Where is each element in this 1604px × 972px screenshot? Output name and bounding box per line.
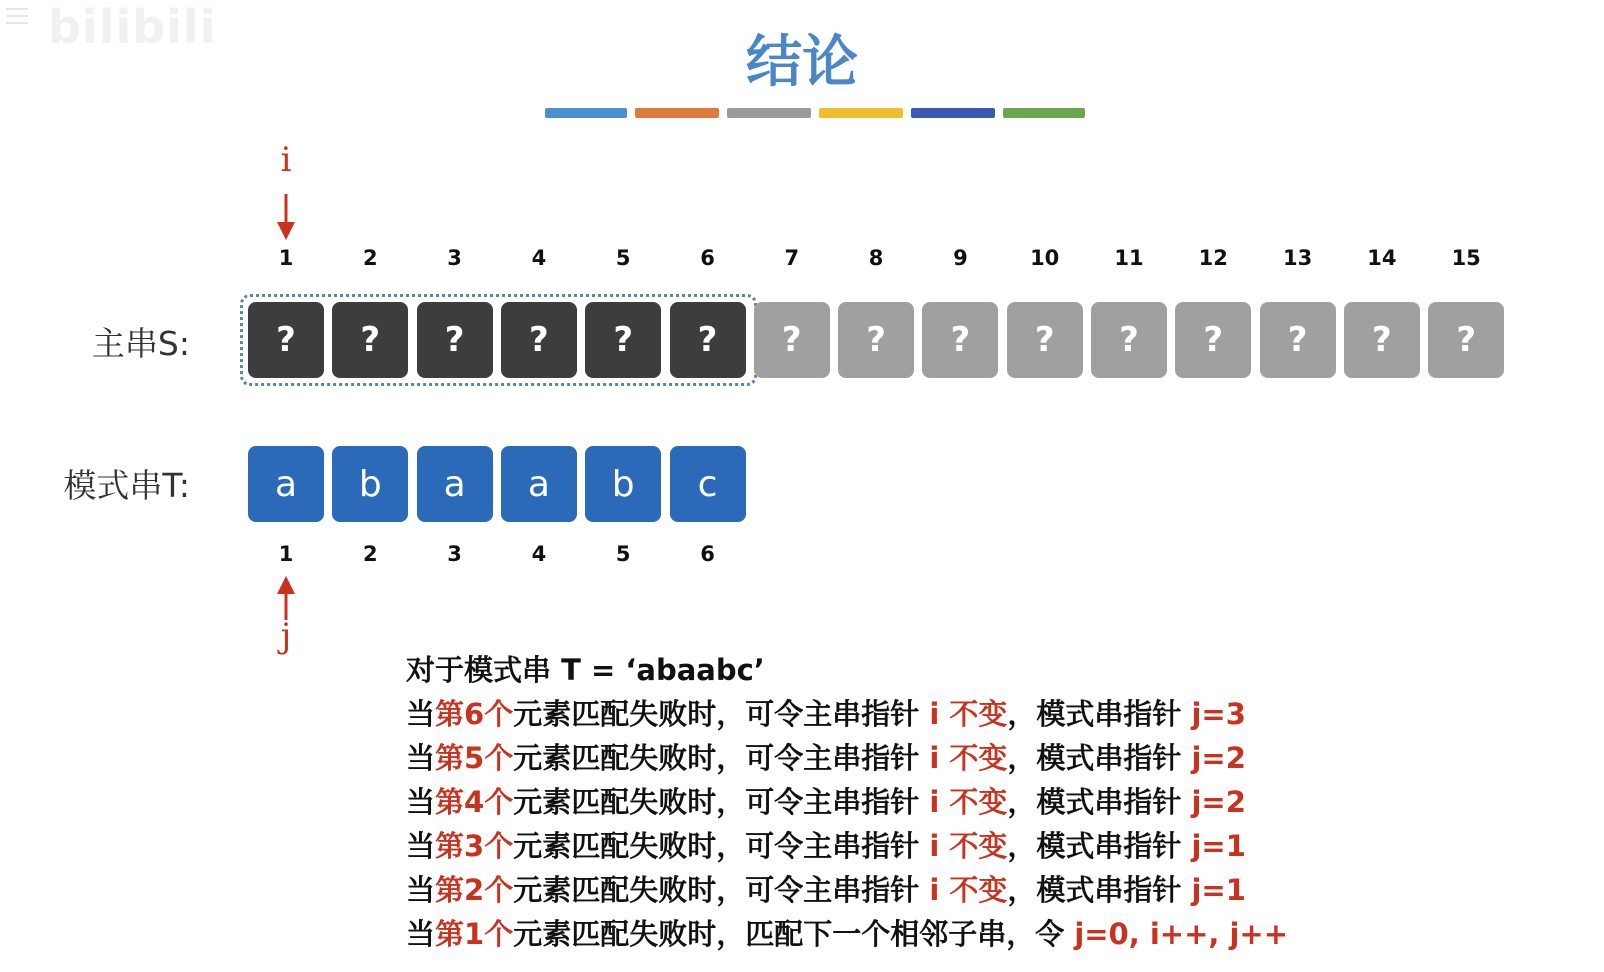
rule-prefix: 当	[406, 741, 436, 775]
main-index: 15	[1451, 246, 1481, 270]
main-index: 4	[531, 246, 547, 270]
main-string-cell: ?	[1091, 302, 1167, 378]
pointer-j-label: j	[280, 616, 292, 656]
pattern-index: 6	[700, 542, 715, 566]
rule-i-note: i 不变	[929, 829, 1008, 863]
rule-result: j=0, i++, j++	[1074, 917, 1289, 951]
main-index: 2	[362, 246, 378, 270]
main-index: 14	[1367, 246, 1397, 270]
rule-prefix: 当	[406, 873, 436, 907]
rule-text: 元素匹配失败时，匹配下一个相邻子串，令	[513, 917, 1075, 951]
rule-i-note: i 不变	[929, 873, 1008, 907]
main-index: 8	[868, 246, 884, 270]
rule-line	[406, 736, 1288, 780]
pattern-index: 2	[362, 542, 378, 566]
color-bar-segment	[819, 108, 903, 118]
main-string-cell: ?	[1260, 302, 1336, 378]
pattern-string-cell: b	[332, 446, 408, 522]
main-string-cell: ?	[332, 302, 408, 378]
pattern-string-cell: a	[417, 446, 493, 522]
rule-i-note: i 不变	[929, 741, 1008, 775]
pattern-string-cell: b	[585, 446, 661, 522]
rule-i-note: i 不变	[929, 785, 1008, 819]
main-index: 13	[1282, 246, 1313, 270]
rule-line-last	[406, 912, 1288, 956]
conclusion-heading: 对于模式串 T = ‘abaabc’	[406, 653, 765, 687]
main-index: 10	[1030, 246, 1060, 270]
main-index: 12	[1198, 246, 1228, 270]
main-string-cell: ?	[417, 302, 493, 378]
color-bar-segment	[727, 108, 811, 118]
pattern-string-cell: a	[501, 446, 577, 522]
rule-prefix: 当	[406, 829, 436, 863]
rule-pos: 第5个	[435, 741, 514, 775]
main-string-cell: ?	[248, 302, 324, 378]
page-title: 结论	[746, 30, 858, 95]
main-index: 11	[1114, 246, 1144, 270]
rule-pos: 第2个	[435, 873, 514, 907]
rule-position: 第1个	[435, 917, 514, 951]
rule-line	[406, 824, 1288, 868]
rule-mid: 元素匹配失败时，可令主串指针	[513, 741, 930, 775]
rule-mid: 元素匹配失败时，可令主串指针	[513, 785, 930, 819]
main-string-label: 主串S:	[91, 324, 190, 363]
rule-mid: 元素匹配失败时，可令主串指针	[513, 829, 930, 863]
rule-pos: 第4个	[435, 785, 514, 819]
rule-line	[406, 780, 1288, 824]
main-index: 9	[953, 246, 968, 270]
color-bar-segment	[635, 108, 719, 118]
arrow-down-icon	[266, 192, 306, 242]
pattern-index: 3	[447, 542, 462, 566]
rule-sep: ，模式串指针	[1007, 697, 1192, 731]
main-string-cell: ?	[501, 302, 577, 378]
main-string-cell: ?	[670, 302, 746, 378]
color-bar-segment	[545, 108, 627, 118]
pattern-index: 4	[531, 542, 547, 566]
rule-prefix: 当	[406, 697, 436, 731]
pattern-string-cell: a	[248, 446, 324, 522]
main-string-cell: ?	[922, 302, 998, 378]
pointer-i-label: i	[280, 140, 292, 180]
rule-pos: 第3个	[435, 829, 514, 863]
main-string-cell: ?	[1344, 302, 1420, 378]
main-index: 3	[447, 246, 462, 270]
pattern-string-label: 模式串T:	[63, 466, 190, 505]
main-string-cell: ?	[754, 302, 830, 378]
main-index: 1	[278, 246, 294, 270]
main-string-cell: ?	[1428, 302, 1504, 378]
rule-prefix: 当	[406, 785, 436, 819]
rule-sep: ，模式串指针	[1007, 785, 1192, 819]
main-string-cell: ?	[585, 302, 661, 378]
color-bar-segment	[911, 108, 995, 118]
pattern-string-cell: c	[670, 446, 746, 522]
rule-mid: 元素匹配失败时，可令主串指针	[513, 697, 930, 731]
main-index: 7	[784, 246, 800, 270]
main-string-cell: ?	[1175, 302, 1251, 378]
main-index: 6	[700, 246, 715, 270]
rule-line	[406, 692, 1288, 736]
main-index: 5	[615, 246, 631, 270]
rule-mid: 元素匹配失败时，可令主串指针	[513, 873, 930, 907]
rule-sep: ，模式串指针	[1007, 741, 1192, 775]
rule-sep: ，模式串指针	[1007, 829, 1192, 863]
rule-result: j=3	[1191, 697, 1246, 731]
rule-result: j=1	[1191, 873, 1246, 907]
rule-prefix: 当	[406, 917, 436, 951]
watermark-logo: bilibili	[48, 0, 217, 54]
rule-result: j=2	[1191, 785, 1246, 819]
rule-pos: 第6个	[435, 697, 514, 731]
pattern-index: 1	[278, 542, 294, 566]
pattern-index: 5	[615, 542, 631, 566]
main-string-cell: ?	[838, 302, 914, 378]
rule-result: j=1	[1191, 829, 1246, 863]
main-string-cell: ?	[1007, 302, 1083, 378]
rule-line	[406, 868, 1288, 912]
conclusion-block	[406, 648, 1288, 956]
rule-sep: ，模式串指针	[1007, 873, 1192, 907]
rule-result: j=2	[1191, 741, 1246, 775]
rule-i-note: i 不变	[929, 697, 1008, 731]
color-bar-segment	[1003, 108, 1085, 118]
